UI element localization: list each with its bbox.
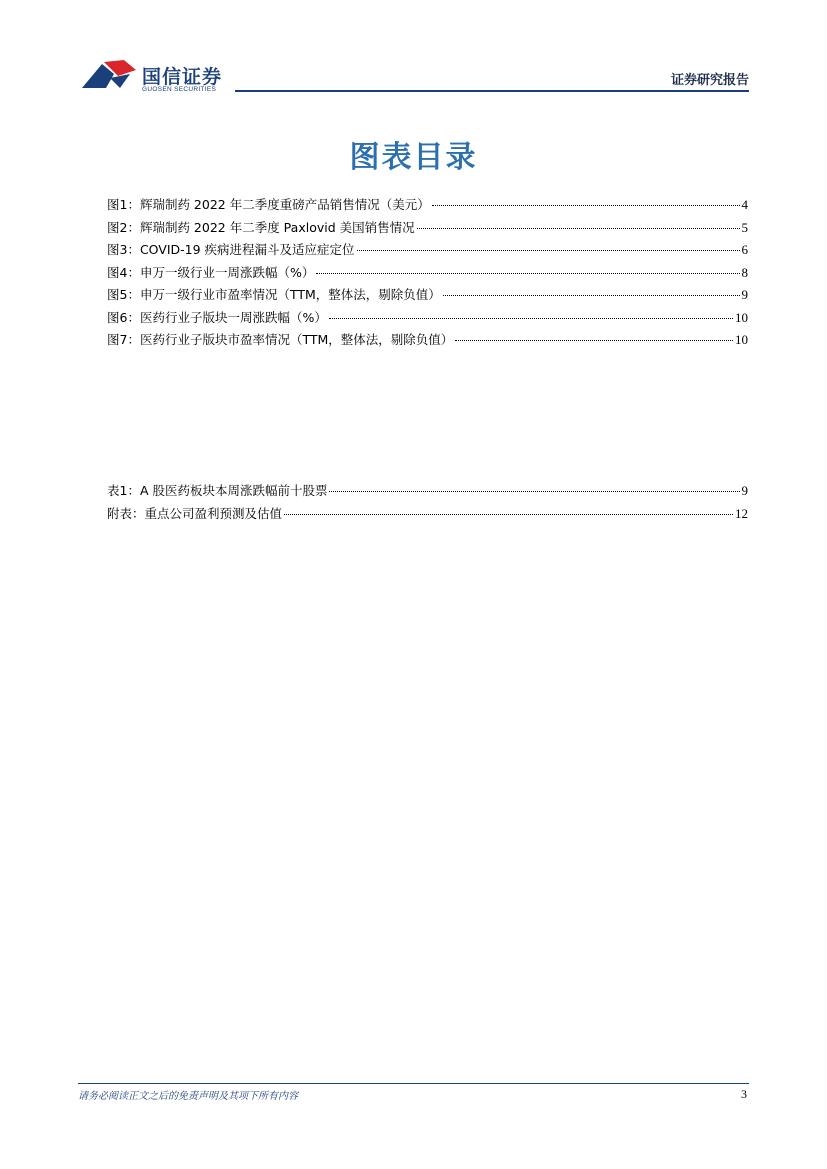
- toc-entry-page: 9: [741, 287, 748, 302]
- toc-entry-page: 6: [741, 242, 748, 257]
- logo-chinese-name: 国信证券: [142, 67, 223, 88]
- toc-entry-page: 9: [741, 483, 748, 498]
- toc-entry[interactable]: [107, 308, 748, 331]
- toc-leader-dots: [455, 340, 733, 341]
- toc-entry[interactable]: [107, 195, 748, 218]
- guosen-logo-icon: [80, 58, 140, 92]
- toc-entry-title: A 股医药板块本周涨跌幅前十股票: [139, 483, 328, 498]
- toc-entry-page: 4: [741, 197, 748, 212]
- toc-entry[interactable]: [107, 504, 748, 527]
- footer-disclaimer: 请务必阅读正文之后的免责声明及其项下所有内容: [78, 1091, 298, 1102]
- toc-entry-title: COVID-19 疾病进程漏斗及适应症定位: [139, 242, 355, 257]
- toc-entry-label: 图5：: [107, 287, 140, 302]
- header-divider: [235, 90, 749, 92]
- toc-leader-dots: [417, 228, 740, 229]
- toc-entry[interactable]: [107, 481, 748, 504]
- toc-entry-label: 表1：: [107, 483, 140, 498]
- toc-entry-page: 8: [741, 264, 748, 280]
- logo-english-name: GUOSEN SECURITIES: [142, 86, 217, 93]
- toc-leader-dots: [329, 491, 739, 492]
- toc-entry[interactable]: [107, 285, 748, 308]
- page-number: 3: [741, 1087, 747, 1101]
- toc-entry-page: 5: [741, 219, 748, 235]
- toc-entry-page: 10: [735, 309, 748, 325]
- report-type-label: 证券研究报告: [670, 72, 749, 87]
- table-toc-list: [107, 481, 748, 526]
- toc-entry-label: 图3：: [107, 242, 140, 257]
- toc-entry[interactable]: [107, 240, 748, 263]
- toc-entry-label: 图7：: [107, 332, 140, 347]
- toc-entry-title: 重点公司盈利预测及估值: [144, 505, 283, 521]
- toc-entry-page: 12: [735, 505, 748, 521]
- toc-entry-label: 图6：: [107, 309, 140, 325]
- toc-entry-title: 申万一级行业一周涨跌幅（%）: [139, 264, 315, 280]
- footer-divider: [78, 1083, 749, 1084]
- toc-entry[interactable]: [107, 263, 748, 286]
- page-header: [0, 0, 827, 100]
- toc-entry[interactable]: [107, 218, 748, 241]
- toc-entry-title: 医药行业子版块一周涨跌幅（%）: [139, 309, 327, 325]
- toc-entry-label: 附表：: [107, 505, 145, 521]
- toc-leader-dots: [284, 514, 733, 515]
- toc-leader-dots: [357, 250, 740, 251]
- toc-entry-title: 申万一级行业市盈率情况（TTM，整体法，剔除负值）: [139, 287, 441, 302]
- toc-entry-label: 图1：: [107, 197, 140, 212]
- toc-leader-dots: [316, 273, 739, 274]
- toc-entry-label: 图4：: [107, 264, 140, 280]
- toc-leader-dots: [329, 318, 733, 319]
- toc-entry-page: 10: [735, 332, 748, 347]
- toc-entry-title: 辉瑞制药 2022 年二季度 Paxlovid 美国销售情况: [139, 219, 415, 235]
- toc-leader-dots: [443, 295, 740, 296]
- toc-entry-label: 图2：: [107, 219, 140, 235]
- figure-toc-list: [107, 195, 748, 353]
- toc-entry[interactable]: [107, 330, 748, 353]
- toc-leader-dots: [432, 205, 740, 206]
- toc-entry-title: 医药行业子版块市盈率情况（TTM，整体法，剔除负值）: [139, 332, 454, 347]
- page-title: 图表目录: [349, 140, 478, 175]
- toc-entry-title: 辉瑞制药 2022 年二季度重磅产品销售情况（美元）: [139, 197, 430, 212]
